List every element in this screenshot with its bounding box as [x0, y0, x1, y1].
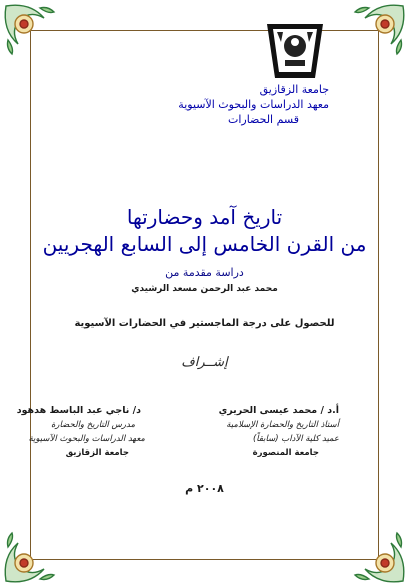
university-seal-icon — [263, 20, 327, 82]
degree-line: للحصول على درجة الماجستير في الحضارات الآسيوية — [74, 318, 335, 329]
supervisor-1-affiliation: جامعة المنصورة — [252, 448, 319, 458]
presented-by: دراسة مقدمة من — [165, 266, 244, 279]
supervisor-1-name: أ.د / محمد عيسى الحريري — [218, 405, 339, 416]
department-name: قسم الحضارات — [227, 113, 299, 126]
supervisor-2-role: معهد الدراسات والبحوث الآسيوية — [28, 434, 145, 444]
supervisor-2-affiliation: جامعة الزقازيق — [65, 448, 129, 458]
floral-corner-ornament-icon — [347, 0, 409, 62]
floral-corner-ornament-icon — [347, 525, 409, 587]
thesis-title-line2: من القرن الخامس إلى السابع الهجريين — [42, 232, 367, 256]
supervisor-1-title: أستاذ التاريخ والحضارة الإسلامية — [226, 420, 339, 430]
university-name: جامعة الزقازيق — [259, 83, 329, 96]
floral-corner-ornament-icon — [0, 0, 62, 62]
thesis-year: ٢٠٠٨ م — [185, 482, 224, 495]
thesis-title-line1: تاريخ آمد وحضارتها — [126, 205, 283, 229]
supervisor-2-name: د/ ناجي عبد الباسط هدهود — [16, 405, 141, 416]
author-name: محمد عبد الرحمن مسعد الرشيدي — [131, 284, 278, 294]
supervision-heading: إشــراف — [181, 355, 228, 370]
supervisor-2-title: مدرس التاريخ والحضارة — [50, 420, 135, 430]
supervisor-1-role: عميد كلية الآداب (سابقاً) — [252, 434, 339, 444]
floral-corner-ornament-icon — [0, 525, 62, 587]
institute-name: معهد الدراسات والبحوث الآسيوية — [178, 98, 329, 111]
